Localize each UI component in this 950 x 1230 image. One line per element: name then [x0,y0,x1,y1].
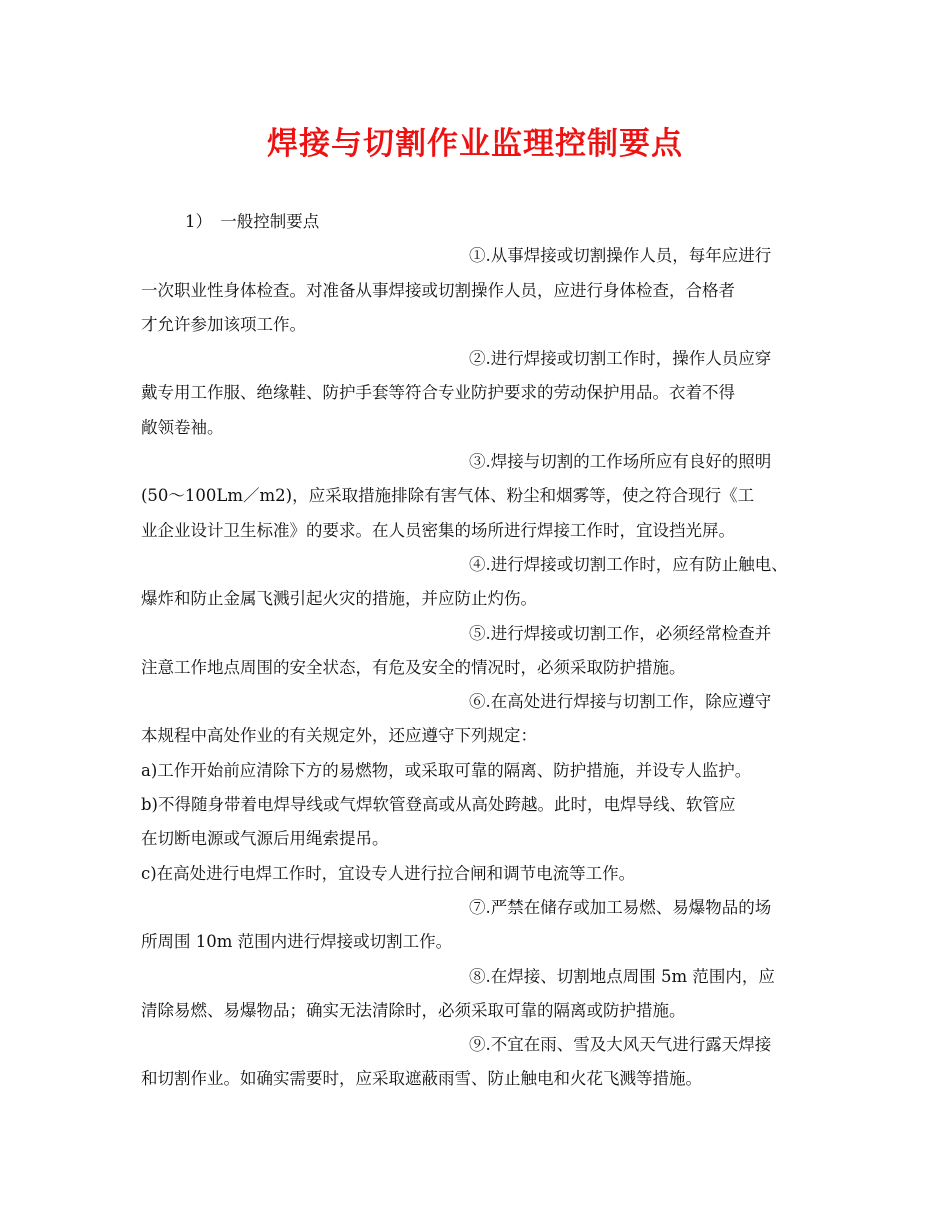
text-line: 业企业设计卫生标准》的要求。在人员密集的场所进行焊接工作时，宜设挡光屏。 [141,520,735,540]
text-line: 敞领卷袖。 [141,417,224,437]
text-line: 才允许参加该项工作。 [141,314,306,334]
text-line: 1） 一般控制要点 [185,212,320,231]
text-line: 清除易燃、易爆物品；确实无法清除时，必须采取可靠的隔离或防护措施。 [141,1000,686,1020]
text-line: a)工作开始前应清除下方的易燃物，或采取可靠的隔离、防护措施，并设专人监护。 [141,760,752,780]
text-line: 注意工作地点周围的安全状态，有危及安全的情况时，必须采取防护措施。 [141,657,686,677]
text-line: b)不得随身带着电焊导线或气焊软管登高或从高处跨越。此时，电焊导线、软管应 [141,795,736,815]
text-line: ①.从事焊接或切割操作人员，每年应进行 [469,246,772,266]
text-line: c)在高处进行电焊工作时，宜设专人进行拉合闸和调节电流等工作。 [141,863,636,883]
text-line: 一次职业性身体检查。对准备从事焊接或切割操作人员，应进行身体检查，合格者 [141,280,735,300]
document-body [141,205,813,1097]
text-line: 戴专用工作服、绝缘鞋、防护手套等符合专业防护要求的劳动保护用品。衣着不得 [141,383,735,403]
text-line: 爆炸和防止金属飞溅引起火灾的措施，并应防止灼伤。 [141,589,537,609]
text-line: (50～100Lm／m2)，应采取措施排除有害气体、粉尘和烟雾等，使之符合现行《工 [141,486,755,506]
text-line: 在切断电源或气源后用绳索提吊。 [141,829,389,849]
text-line: 本规程中高处作业的有关规定外，还应遵守下列规定： [141,726,537,746]
text-line: ②.进行焊接或切割工作时，操作人员应穿 [469,349,772,369]
text-line: ⑦.严禁在储存或加工易燃、易爆物品的场 [469,897,772,917]
text-line: ④.进行焊接或切割工作时，应有防止触电、 [469,554,788,574]
text-line: ③.焊接与切割的工作场所应有良好的照明 [469,452,772,472]
text-line: ⑤.进行焊接或切割工作，必须经常检查并 [469,623,772,643]
text-line: 所周围 10m 范围内进行焊接或切割工作。 [141,932,453,952]
text-line: ⑧.在焊接、切割地点周围 5m 范围内，应 [469,966,775,986]
document-title: 焊接与切割作业监理控制要点 [267,126,683,162]
text-line: ⑨.不宜在雨、雪及大风天气进行露天焊接 [469,1035,772,1055]
text-line: ⑥.在高处进行焊接与切割工作，除应遵守 [469,692,772,712]
text-line: 和切割作业。如确实需要时，应采取遮蔽雨雪、防止触电和火花飞溅等措施。 [141,1069,702,1089]
